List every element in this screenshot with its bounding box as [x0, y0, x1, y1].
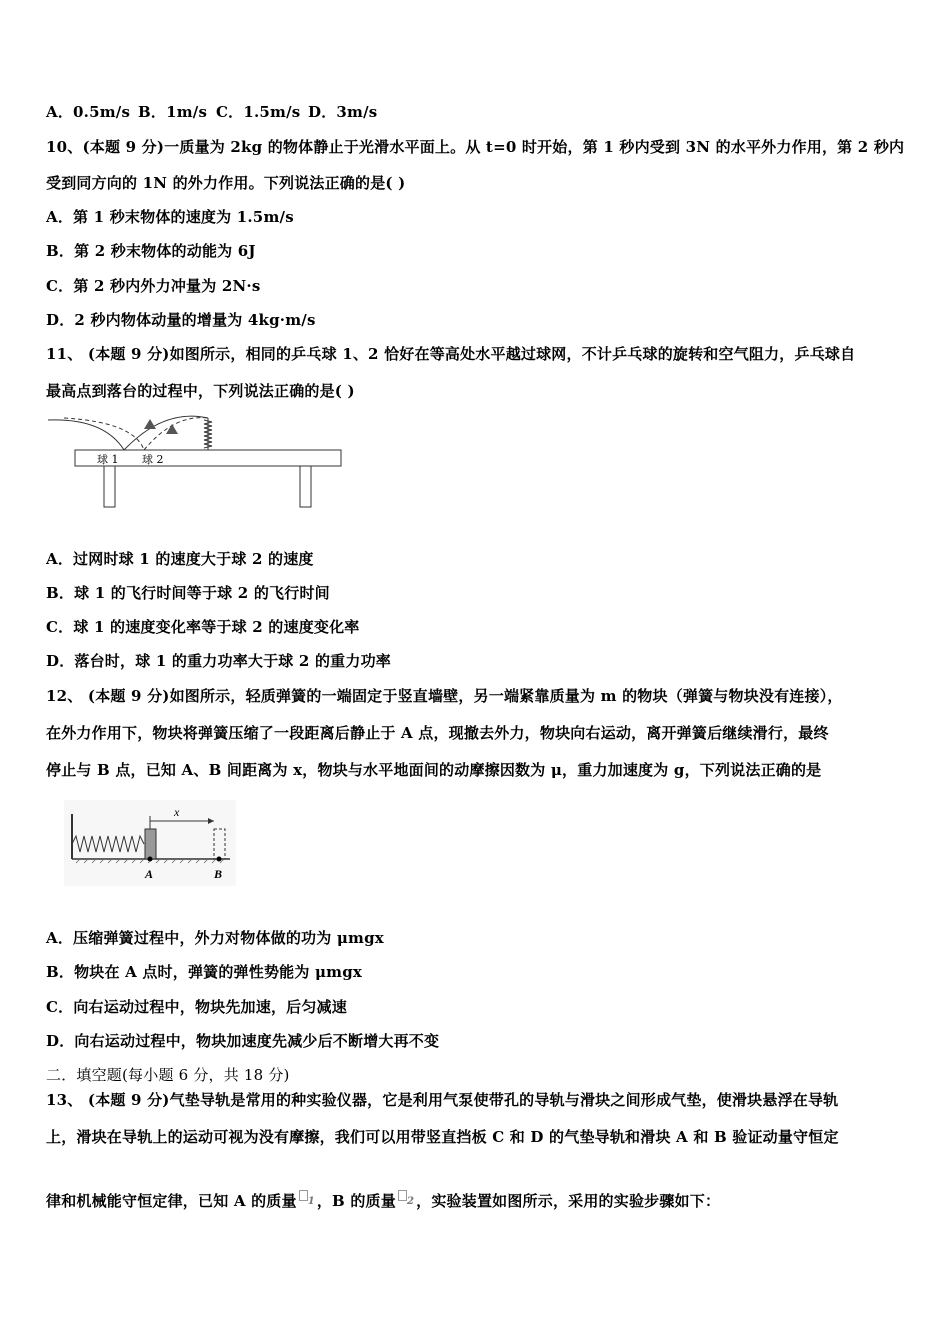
q10-option-b: B．第 2 秒末物体的动能为 6J: [46, 242, 256, 260]
q13-stem-line1: 13、 (本题 9 分)气垫导轨是常用的种实验仪器，它是利用气泵使带孔的导轨与滑块之间形成气垫，使滑块悬浮在导轨: [46, 1091, 839, 1109]
spring-block-figure: [64, 800, 236, 886]
q11-option-d: D．落台时，球 1 的重力功率大于球 2 的重力功率: [46, 652, 391, 670]
q10-stem-line1: 10、(本题 9 分)一质量为 2kg 的物体静止于光滑水平面上。从 t=0 时开始，第 1 秒内受到 3N 的水平外力作用，第 2 秒内: [46, 138, 905, 156]
trajectory-ball1-right: [124, 416, 208, 450]
q12-option-b: B．物块在 A 点时，弹簧的弹性势能为 μmgx: [46, 963, 363, 981]
point-a: [148, 857, 153, 862]
label-ball2: 球 2: [142, 453, 164, 466]
q11-stem-line1: 11、 (本题 9 分)如图所示，相同的乒乓球 1、2 恰好在等高处水平越过球网，不计乒乓球的旋转和空气阻力，乒乓球自: [46, 345, 856, 363]
q9-options: [46, 102, 910, 122]
arrow-ball1: [144, 419, 156, 429]
subscript-2: 2: [406, 1196, 415, 1207]
q11-option-a: A．过网时球 1 的速度大于球 2 的速度: [46, 550, 314, 568]
q11-stem-line2: 最高点到落台的过程中，下列说法正确的是( ): [46, 382, 355, 400]
subscript-1: 1: [307, 1196, 315, 1207]
q10-option-c: C．第 2 秒内外力冲量为 2N·s: [46, 277, 261, 295]
q13-line3-part-a: 律和机械能守恒定律，已知 A 的质量: [46, 1192, 297, 1210]
q12-stem-line1: 12、 (本题 9 分)如图所示，轻质弹簧的一端固定于竖直墙壁，另一端紧靠质量为 m 的物块（弹簧与物块没有连接），: [46, 687, 843, 705]
label-a: A: [145, 867, 154, 881]
q12-stem-line3: 停止与 B 点，已知 A、B 间距离为 x，物块与水平地面间的动摩擦因数为 μ，重力加速度为 g，下列说法正确的是: [46, 761, 822, 779]
q12-option-c: C．向右运动过程中，物块先加速，后匀减速: [46, 998, 347, 1016]
q9-option-a: A．0.5m/s: [46, 103, 131, 121]
q12-option-a: A．压缩弹簧过程中，外力对物体做的功为 μmgx: [46, 929, 384, 947]
table-leg-left: [104, 466, 115, 507]
section-heading-fill-in: 二．填空题(每小题 6 分，共 18 分): [46, 1066, 290, 1084]
q13-line3-part-b: ，B 的质量: [316, 1192, 396, 1210]
q11-option-b: B．球 1 的飞行时间等于球 2 的飞行时间: [46, 584, 330, 602]
missing-symbol-m1: [299, 1190, 308, 1201]
label-x: x: [174, 805, 180, 819]
table-leg-right: [300, 466, 311, 507]
q12-stem-line2: 在外力作用下，物块将弹簧压缩了一段距离后静止于 A 点，现撤去外力，物块向右运动，离开弹簧后继续滑行，最终: [46, 724, 829, 742]
point-b: [217, 857, 222, 862]
q13-stem-line2: 上，滑块在导轨上的运动可视为没有摩擦，我们可以用带竖直挡板 C 和 D 的气垫导轨和滑块 A 和 B 验证动量守恒定: [46, 1128, 839, 1146]
trajectory-ball2-left: [64, 418, 144, 450]
trajectory-ball1-left: [48, 420, 124, 450]
q10-option-a: A．第 1 秒末物体的速度为 1.5m/s: [46, 208, 294, 226]
q13-stem-line3: [46, 1190, 910, 1212]
q11-option-c: C．球 1 的速度变化率等于球 2 的速度变化率: [46, 618, 360, 636]
q9-option-d: D．3m/s: [308, 103, 378, 121]
arrow-ball2: [166, 424, 178, 434]
q9-option-c: C．1.5m/s: [216, 103, 301, 121]
label-ball1: 球 1: [97, 453, 119, 466]
q10-stem-line2: 受到同方向的 1N 的外力作用。下列说法正确的是( ): [46, 174, 406, 192]
label-b: B: [214, 867, 223, 881]
q13-line3-part-c: ，实验装置如图所示，采用的实验步骤如下：: [416, 1192, 721, 1210]
block-at-a: [145, 829, 156, 859]
q12-option-d: D．向右运动过程中，物块加速度先减少后不断增大再不变: [46, 1032, 440, 1050]
q10-option-d: D．2 秒内物体动量的增量为 4kg·m/s: [46, 311, 316, 329]
missing-symbol-m2: [398, 1190, 407, 1201]
ping-pong-figure: [44, 412, 346, 510]
q9-option-b: B．1m/s: [138, 103, 208, 121]
